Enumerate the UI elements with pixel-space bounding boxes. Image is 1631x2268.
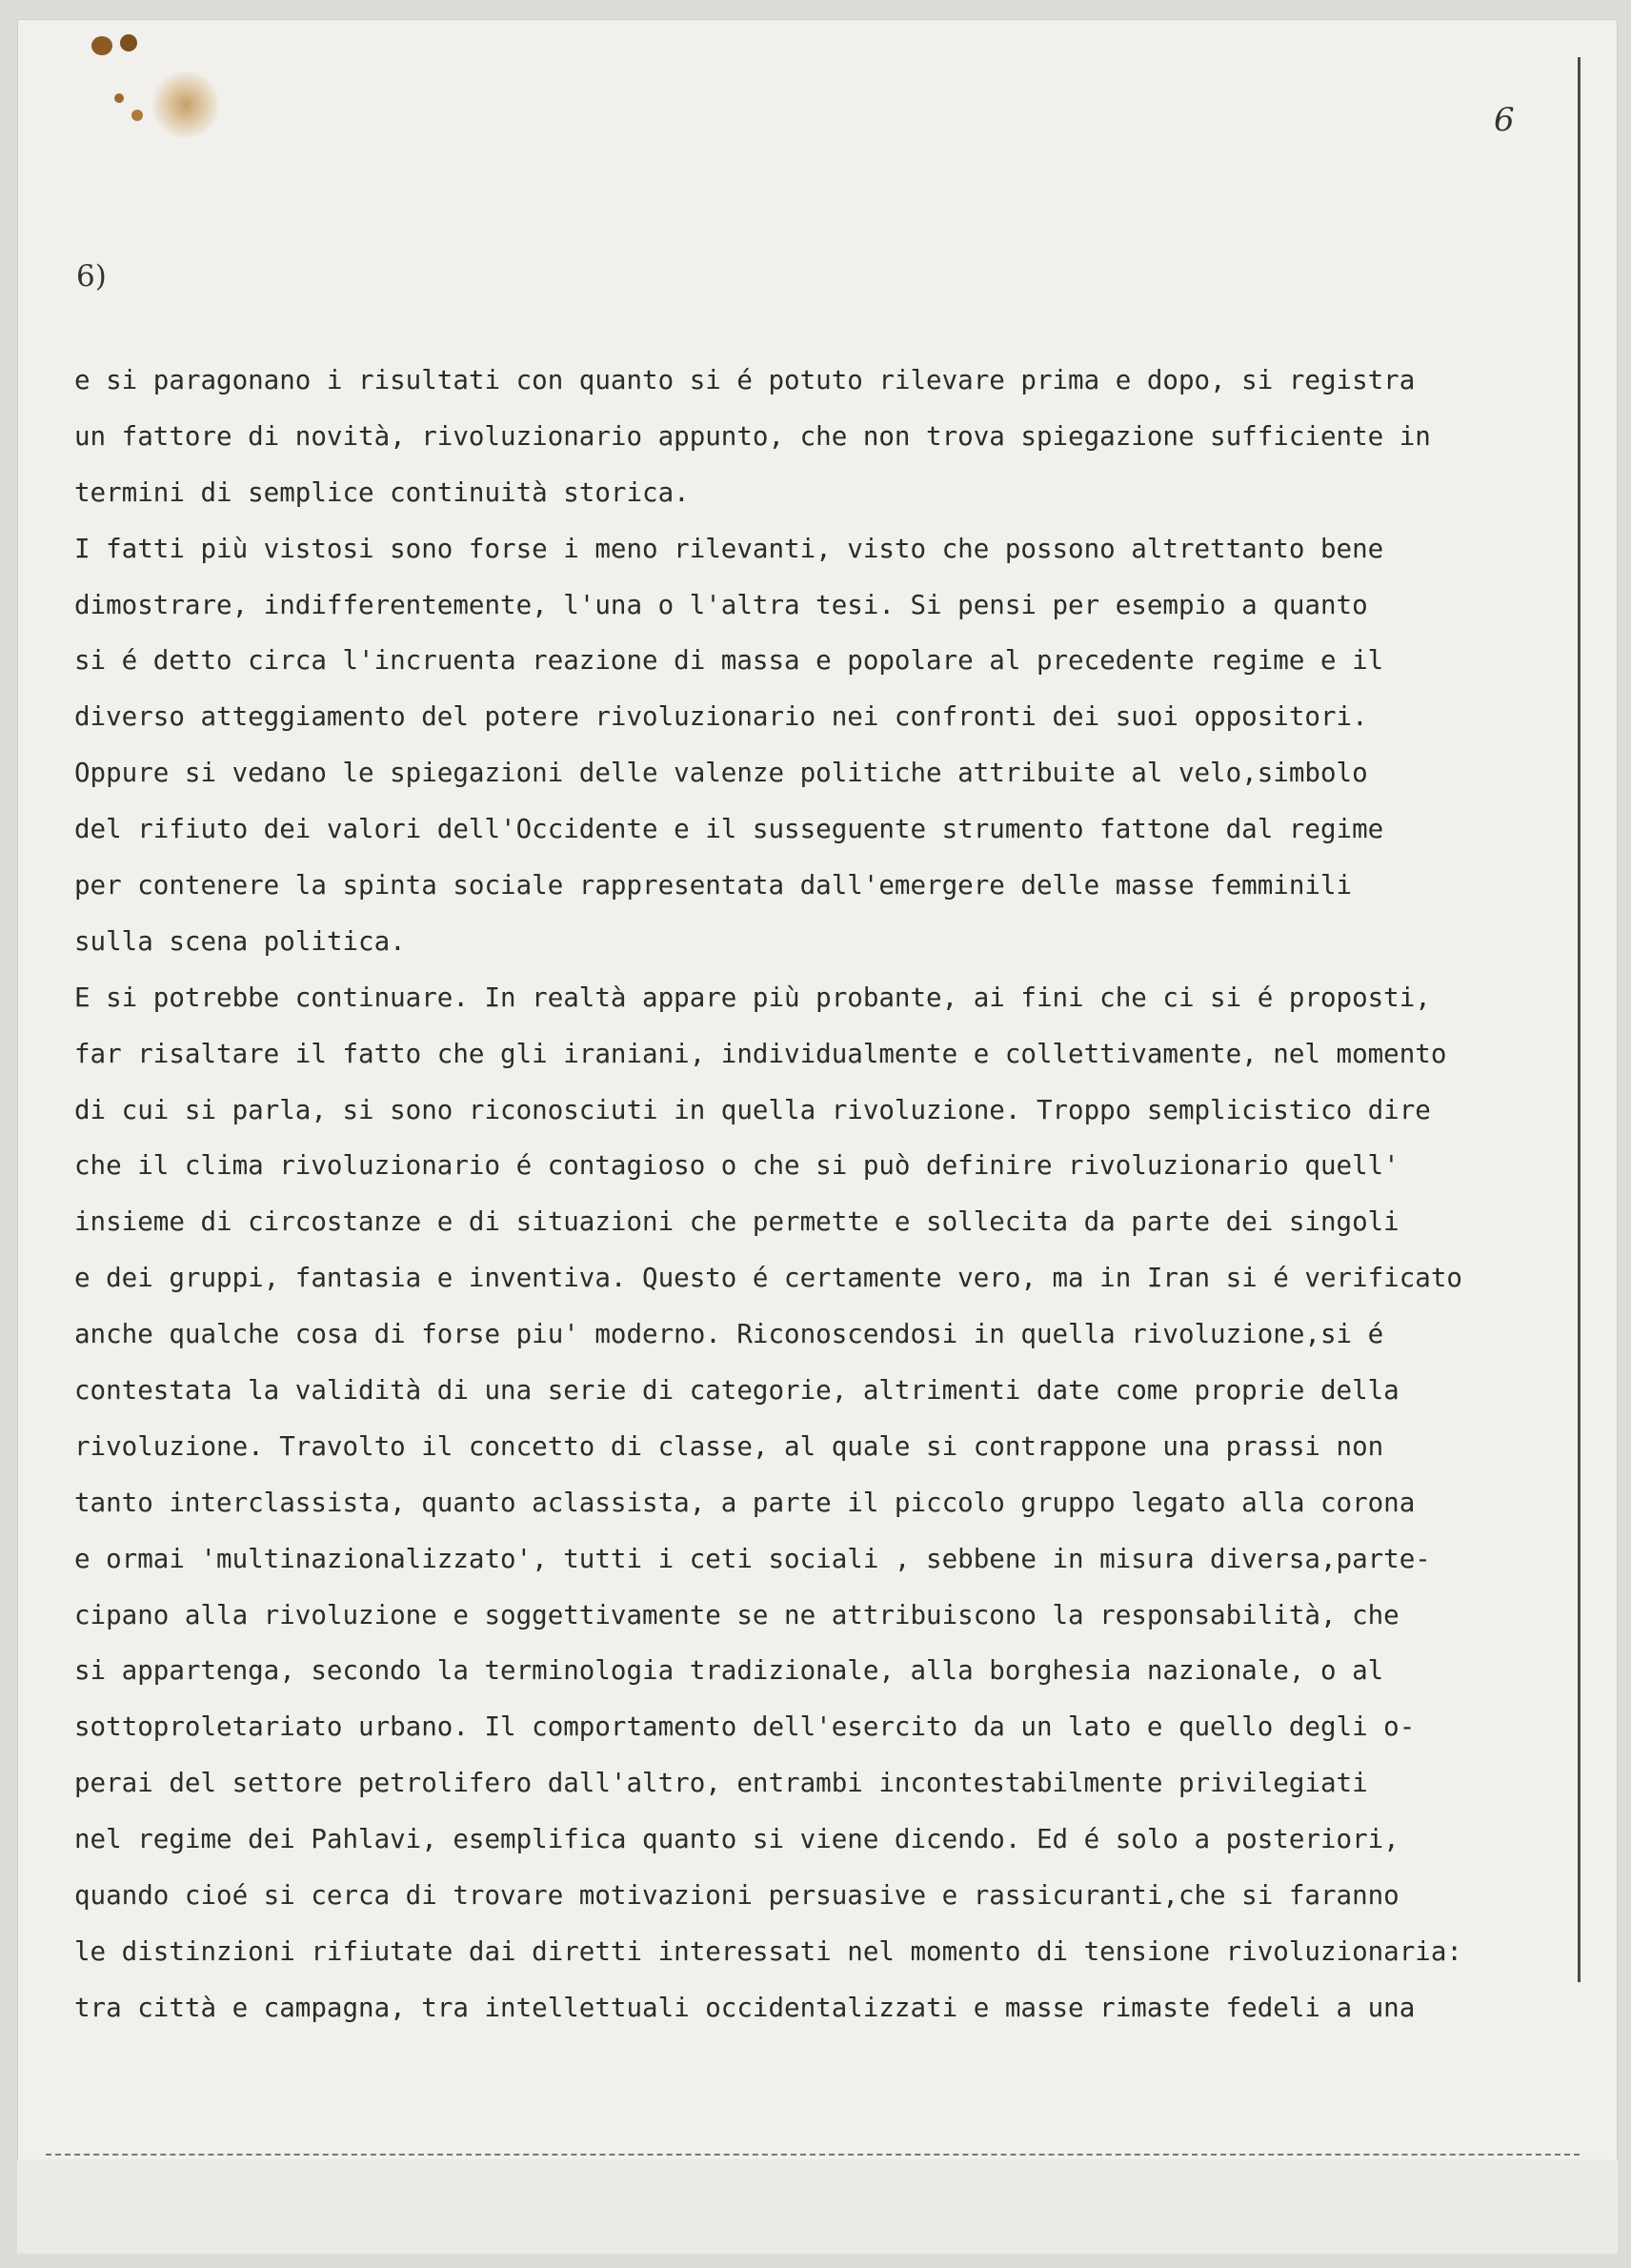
text-line: che il clima rivoluzionario é contagioso o che si può definire rivoluzionario quell' <box>74 1150 1399 1182</box>
ink-stain <box>114 93 124 103</box>
text-line: tanto interclassista, quanto aclassista, a parte il piccolo gruppo legato alla corona <box>74 1487 1416 1518</box>
typewritten-page <box>17 19 1618 2254</box>
text-line: e si paragonano i risultati con quanto si é potuto rilevare prima e dopo, si registra <box>74 365 1416 395</box>
rust-stain <box>152 71 219 138</box>
bottom-band <box>17 2159 1618 2254</box>
text-line: contestata la validità di una serie di categorie, altrimenti date come proprie della <box>74 1375 1399 1407</box>
body-text <box>74 353 1580 2036</box>
text-line: per contenere la spinta sociale rappresentata dall'emergere delle masse femminili <box>74 870 1353 901</box>
text-line: di cui si parla, si sono riconosciuti in quella rivoluzione. Troppo semplicistico dire <box>74 1094 1431 1125</box>
text-line: far risaltare il fatto che gli iraniani, individualmente e collettivamente, nel momento <box>74 1038 1447 1069</box>
ink-stain <box>91 36 112 55</box>
text-line: Oppure si vedano le spiegazioni delle valenze politiche attribuite al velo,simbolo <box>74 758 1368 789</box>
page-number: 6 <box>1494 101 1515 139</box>
text-line: si appartenga, secondo la terminologia tradizionale, alla borghesia nazionale, o al <box>74 1655 1384 1687</box>
text-line: le distinzioni rifiutate dai diretti interessati nel momento di tensione rivoluzionaria: <box>74 1935 1462 1967</box>
section-marker: 6) <box>76 259 107 294</box>
text-line: del rifiuto dei valori dell'Occidente e il susseguente strumento fattone dal regime <box>74 814 1384 845</box>
text-line: insieme di circostanze e di situazioni che permette e sollecita da parte dei singoli <box>74 1206 1399 1238</box>
text-line: tra città e campagna, tra intellettuali occidentalizzati e masse rimaste fedeli a una <box>74 1992 1416 2023</box>
text-line: perai del settore petrolifero dall'altro, entrambi incontestabilmente privilegiati <box>74 1768 1368 1799</box>
text-line: E si potrebbe continuare. In realtà appare più probante, ai fini che ci si é proposti, <box>74 982 1431 1013</box>
text-line: anche qualche cosa di forse piu' moderno. Riconoscendosi in quella rivoluzione,si é <box>74 1319 1384 1350</box>
text-line: e dei gruppi, fantasia e inventiva. Questo é certamente vero, ma in Iran si é verificato <box>74 1263 1462 1294</box>
text-line: rivoluzione. Travolto il concetto di classe, al quale si contrappone una prassi non <box>74 1430 1384 1462</box>
text-line: nel regime dei Pahlavi, esemplifica quanto si viene dicendo. Ed é solo a posteriori, <box>74 1824 1399 1855</box>
text-line: quando cioé si cerca di trovare motivazioni persuasive e rassicuranti,che si faranno <box>74 1880 1399 1912</box>
text-line: diverso atteggiamento del potere rivoluzionario nei confronti dei suoi oppositori. <box>74 701 1368 733</box>
ink-stain <box>131 110 143 121</box>
text-line: dimostrare, indifferentemente, l'una o l'altra tesi. Si pensi per esempio a quanto <box>74 589 1368 620</box>
ink-stain <box>120 34 137 51</box>
text-line: I fatti più vistosi sono forse i meno rilevanti, visto che possono altrettanto bene <box>74 533 1384 564</box>
bottom-rule <box>46 2154 1580 2156</box>
text-line: sottoproletariato urbano. Il comportamento dell'esercito da un lato e quello degli o- <box>74 1711 1416 1743</box>
text-line: e ormai 'multinazionalizzato', tutti i ceti sociali , sebbene in misura diversa,parte- <box>74 1543 1431 1574</box>
text-line: cipano alla rivoluzione e soggettivamente se ne attribuiscono la responsabilità, che <box>74 1599 1399 1630</box>
text-line: termini di semplice continuità storica. <box>74 476 690 508</box>
text-line: sulla scena politica. <box>74 925 406 957</box>
text-line: un fattore di novità, rivoluzionario appunto, che non trova spiegazione sufficiente in <box>74 420 1431 452</box>
text-line: si é detto circa l'incruenta reazione di massa e popolare al precedente regime e il <box>74 645 1384 677</box>
